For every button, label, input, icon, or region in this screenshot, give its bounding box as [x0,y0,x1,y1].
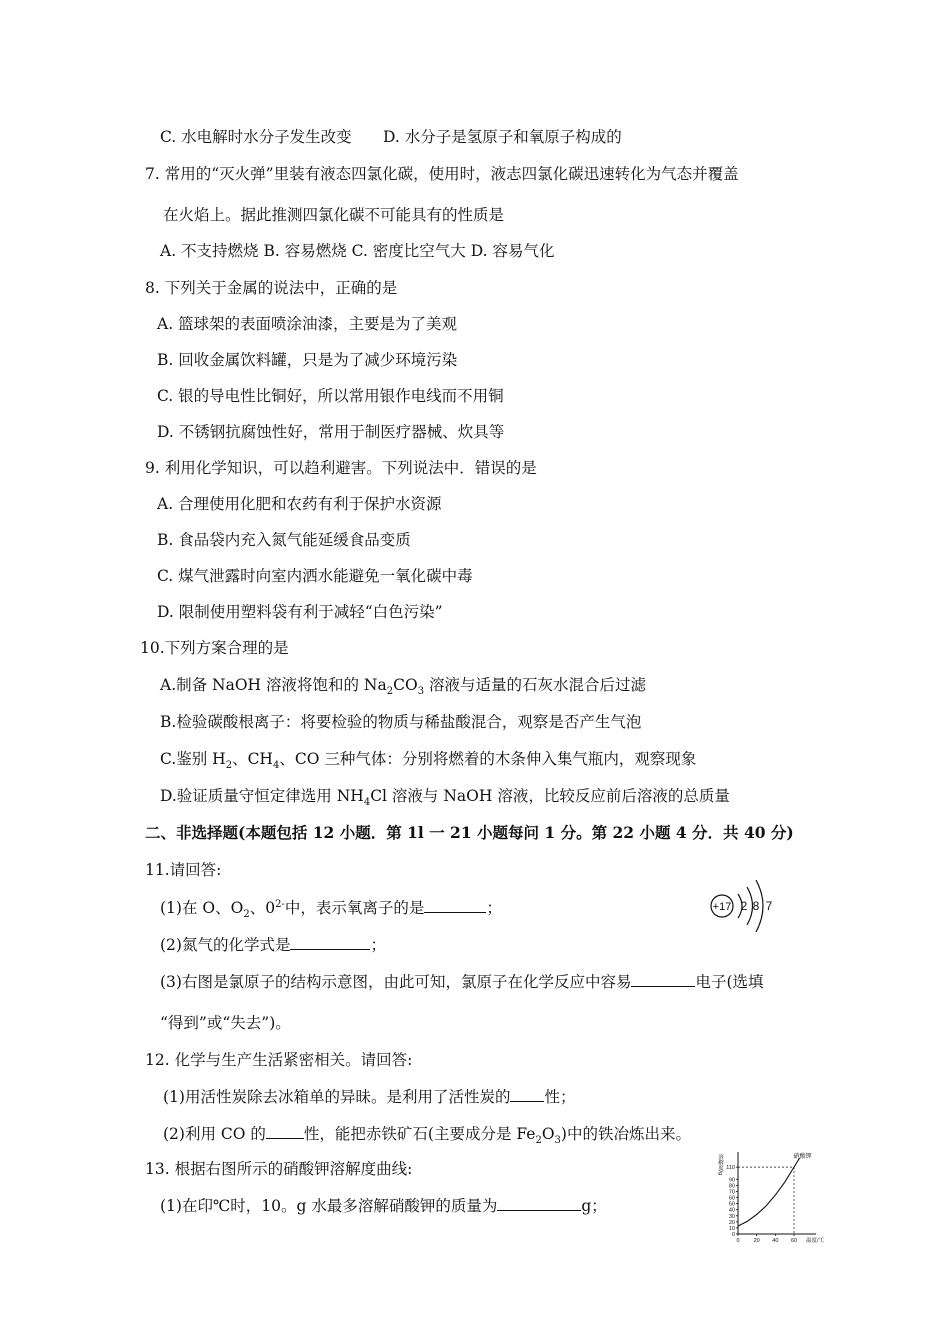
shell-electrons-1: 2 [740,899,748,913]
q9-option-a: A. 合理使用化肥和农药有利于保护水资源 [157,495,442,513]
q11-3-text-b: 电子(选填 [695,973,764,991]
q10c-text-2: 、CH [232,750,273,768]
x-tick-label: 0 [736,1238,740,1244]
q12-2-text-d: )中的铁冶炼出来。 [560,1125,691,1143]
q11-1-text-a: (1)在 O、O [160,899,244,917]
q7-stem-cont: 在火焰上。据此推测四氯化碳不可能具有的性质是 [163,206,505,224]
y-axis-label: 溶解度/g [717,1154,723,1176]
q10d-text-1: D.验证质量守恒定律选用 NH [160,787,364,805]
q12-2-sub-2: 3 [554,1135,561,1147]
q13-1-text-a: (1)在印℃时，10。g 水最多溶解硝酸钾的质量为 [160,1197,498,1215]
q10d-text-2: Cl 溶液与 NaOH 溶液，比较反应前后溶液的总质量 [370,787,730,805]
q12-1-text-b: 性； [544,1088,576,1106]
q10c-sub-1: 2 [225,760,233,772]
section-2-heading: 二、非选择题(本题包括 12 小题．第 1l 一 21 小题每问 1 分。第 22 小题 4 分．共 40 分) [145,823,794,842]
q11-part3 [160,971,764,992]
solubility-chart [710,1148,830,1252]
q11-2-text: (2)氮气的化学式是 [160,936,291,954]
q9-option-c: C. 煤气泄露时向室内洒水能避免一氧化碳中毒 [157,567,473,585]
q11-part2 [160,934,386,955]
q11-1-text-c: 中，表示氧离子的是 [284,899,425,917]
q12-2-answer-blank[interactable] [266,1123,304,1139]
y-tick-label: 110 [726,1165,735,1172]
q10-option-d [160,786,730,809]
series-label: 硝酸钾 [793,1154,812,1160]
q9-option-b: B. 食品袋内充入氮气能延缓食品变质 [157,531,411,549]
q10a-text-2: CO [393,676,418,694]
q10a-text-1: A.制备 NaOH 溶液将饱和的 Na [160,676,387,694]
q8-stem: 8. 下列关于金属的说法中，正确的是 [145,279,398,297]
q12-1-text-a: (1)用活性炭除去冰箱单的异昧。是利用了活性炭的 [163,1088,511,1106]
q13-stem: 13. 根据右图所示的硝酸钾溶解度曲线: [145,1160,413,1178]
q11-1-text-b: 、0 [249,899,276,917]
q11-part3-cont: “得到”或“失去”)。 [160,1014,291,1032]
q7-stem: 7. 常用的“灭火弹”里装有液态四氯化碳，使用时，液志四氯化碳迅速转化为气态并覆盖 [145,165,739,183]
nucleus-charge: +17 [712,901,732,913]
q11-1-answer-blank[interactable] [424,897,486,913]
y-tick-label: 60 [728,1195,735,1202]
q10-option-b: B.检验碳酸根离子：将要检验的物质与稀盐酸混合，观察是否产生气泡 [160,713,642,731]
y-tick-label: 80 [728,1183,735,1190]
q12-stem: 12. 化学与生产生活紧密相关。请回答: [145,1051,413,1069]
q10-stem: 10.下列方案合理的是 [140,639,289,657]
q11-part1 [160,897,502,921]
q8-option-c: C. 银的导电性比铜好，所以常用银作电线而不用铜 [157,387,504,405]
x-tick-label: 20 [753,1238,760,1244]
q13-1-answer-blank[interactable] [497,1195,581,1211]
y-tick-label: 70 [728,1189,735,1196]
q12-part1 [163,1086,575,1107]
q11-3-answer-blank[interactable] [631,971,695,987]
q12-2-text-a: (2)利用 CO 的 [163,1125,266,1143]
q13-1-text-b: g； [581,1197,607,1215]
solubility-curve [738,1158,800,1226]
q9-stem: 9. 利用化学知识，可以趋利避害。下列说法中．错误的是 [145,459,537,477]
q11-1-end: ； [486,899,502,917]
y-tick-label: 20 [728,1219,735,1226]
q10d-sub-1: 4 [363,797,371,809]
q6-option-d: D. 水分子是氢原子和氧原子构成的 [383,128,622,146]
q12-2-sub-1: 2 [535,1135,542,1147]
chart-layer [717,1152,824,1244]
x-tick-label: 40 [772,1238,779,1244]
y-tick-label: 10 [728,1225,735,1232]
q10a-sub-1: 2 [386,686,394,698]
q11-2-end: ； [370,936,386,954]
q13-part1 [160,1195,607,1216]
y-tick-label: 40 [728,1207,735,1214]
q10c-text-3: 、CO 三种气体：分别将燃着的木条伸入集气瓶内，观察现象 [279,750,697,768]
q10c-text-1: C.鉴别 H [160,750,226,768]
q12-1-answer-blank[interactable] [510,1086,544,1102]
y-tick-label: 0 [731,1232,735,1238]
x-axis-label: 温度/℃ [805,1238,824,1244]
shell-electrons-3: 7 [765,899,773,913]
q7-options: A. 不支持燃烧 B. 容易燃烧 C. 密度比空气大 D. 容易气化 [160,242,555,260]
q8-option-b: B. 回收金属饮料罐，只是为了减少环境污染 [157,351,458,369]
q8-option-a: A. 篮球架的表面喷涂油漆，主要是为了美观 [157,315,458,333]
q11-2-answer-blank[interactable] [290,934,370,950]
y-tick-label: 30 [728,1213,735,1220]
q12-part2 [163,1123,691,1147]
q11-1-sup: 2- [275,898,285,910]
y-tick-label: 90 [728,1177,735,1184]
q11-1-sub: 2 [243,909,250,921]
q12-2-text-c: O [541,1125,555,1143]
q11-3-text-a: (3)右图是氯原子的结构示意图，由此可知，氯原子在化学反应中容易 [160,973,632,991]
q6-option-c: C. 水电解时水分子发生改变 [160,128,352,146]
q9-option-d: D. 限制使用塑料袋有利于减轻“白色污染” [157,603,443,621]
q12-2-text-b: 性，能把赤铁矿石(主要成分是 Fe [303,1125,536,1143]
q10-option-a [160,675,646,698]
q10c-sub-2: 4 [272,760,280,772]
x-tick-label: 60 [790,1238,798,1244]
q10a-text-3: 溶液与适量的石灰水混合后过滤 [424,676,646,694]
chlorine-atom-diagram [700,868,790,938]
q10-option-c [160,749,697,772]
q8-option-d: D. 不锈钢抗腐蚀性好，常用于制医疗器械、炊具等 [157,423,505,441]
q11-stem: 11.请回答: [145,861,222,879]
y-tick-label: 50 [728,1201,735,1208]
shell-electrons-2: 8 [752,899,760,913]
q10a-sub-2: 3 [417,686,425,698]
